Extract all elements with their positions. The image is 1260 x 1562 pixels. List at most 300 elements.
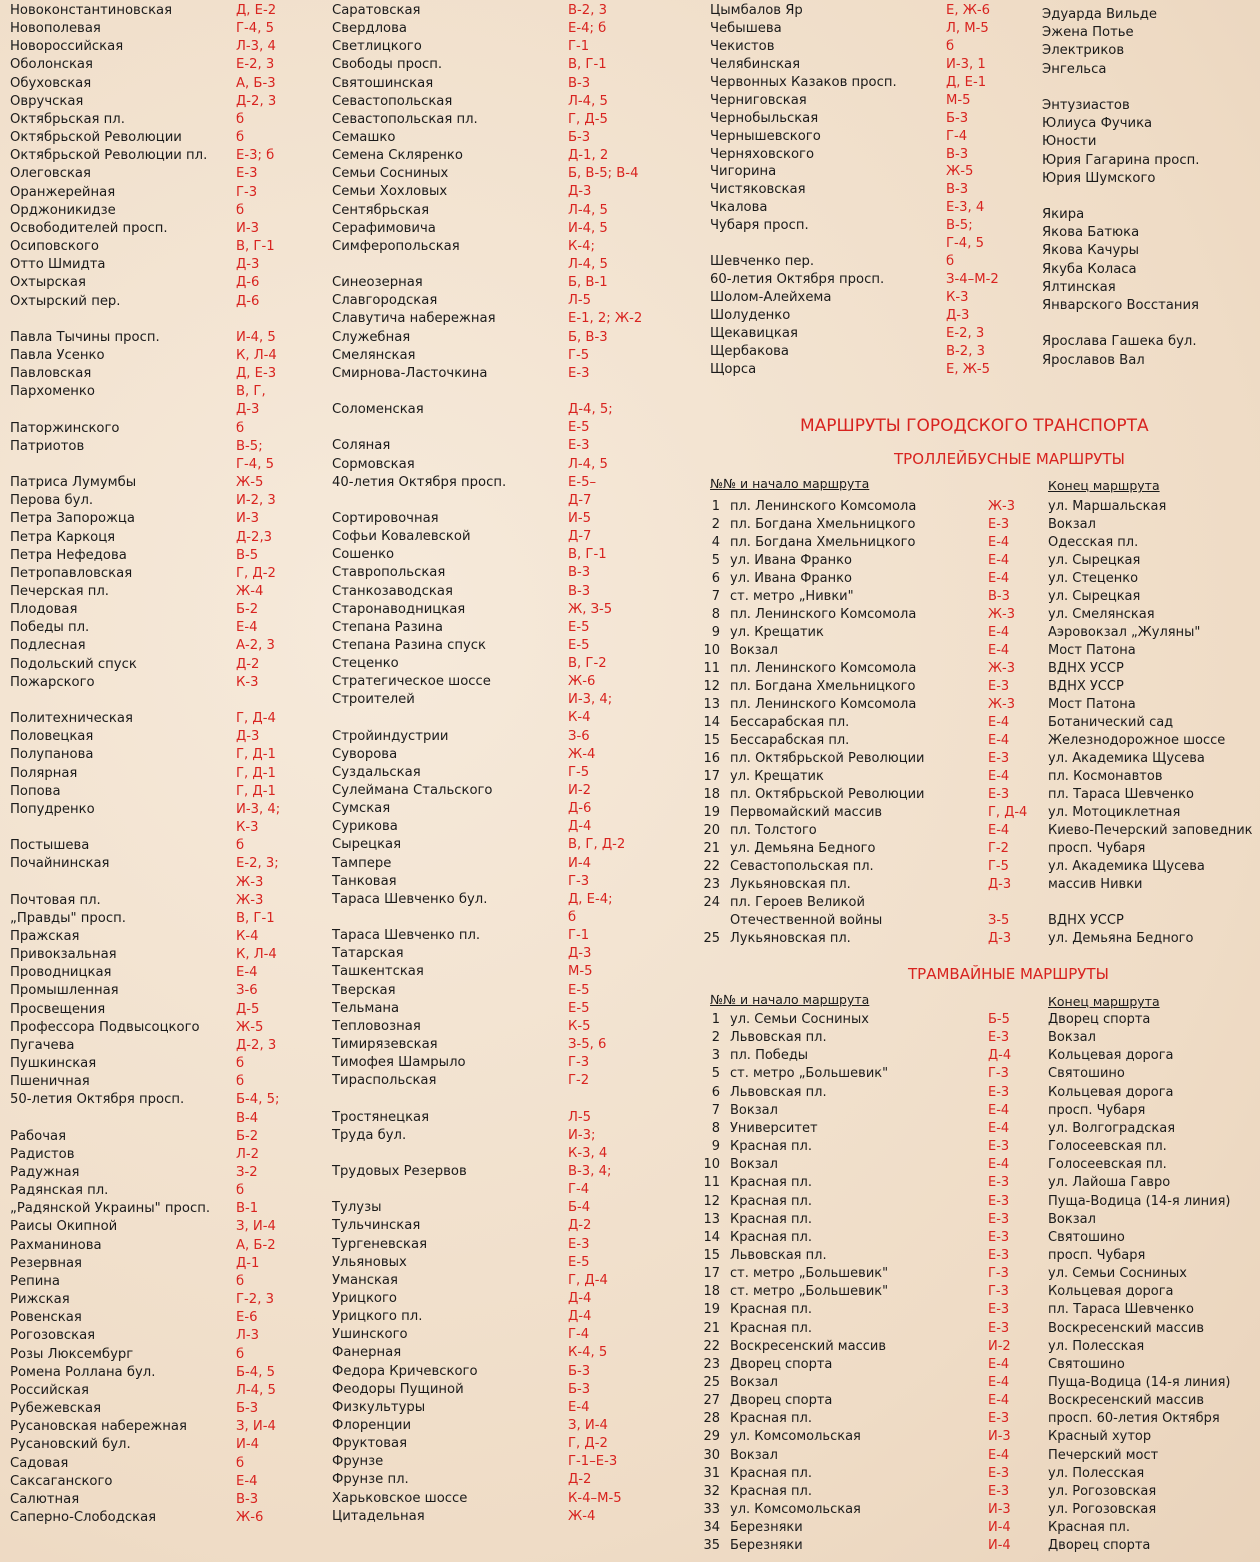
route-row bbox=[700, 1138, 1258, 1156]
street-name: Проводницкая bbox=[10, 965, 112, 981]
grid-reference: Л-4, 5 bbox=[568, 202, 608, 218]
grid-reference: б bbox=[236, 1183, 245, 1199]
street-index-entry bbox=[1042, 352, 1257, 370]
grid-reference: Е-3 bbox=[568, 438, 590, 454]
street-name: Розы Люксембург bbox=[10, 1346, 134, 1362]
grid-reference: Л-4, 5 bbox=[568, 256, 608, 272]
route-number: 5 bbox=[711, 1066, 720, 1082]
route-grid: Е-3 bbox=[988, 1483, 1010, 1499]
street-name: Январского Восстания bbox=[1042, 298, 1199, 313]
route-row bbox=[700, 750, 1258, 768]
street-name: 60-летия Октября просп. bbox=[710, 272, 885, 288]
street-index-entry bbox=[10, 129, 320, 147]
street-index-entry bbox=[10, 1037, 320, 1055]
grid-reference: Ж-6 bbox=[568, 674, 596, 690]
grid-reference: Д-6 bbox=[236, 293, 260, 309]
street-name: Новороссийская bbox=[10, 39, 124, 55]
route-row bbox=[700, 714, 1258, 732]
grid-reference: Б-3 bbox=[568, 1363, 591, 1379]
street-index-entry bbox=[710, 74, 1030, 92]
street-index-entry bbox=[332, 1090, 632, 1108]
street-index-entry bbox=[1042, 42, 1257, 60]
street-name: Стройиндустрии bbox=[332, 728, 449, 744]
street-index-entry bbox=[10, 1055, 320, 1073]
street-name: Шолуденко bbox=[710, 307, 791, 323]
street-name: Соломенская bbox=[332, 402, 424, 418]
grid-reference: В-5; bbox=[236, 438, 263, 454]
street-index-entry bbox=[332, 111, 632, 129]
route-end: Дворец спорта bbox=[1048, 1012, 1151, 1027]
route-number: 11 bbox=[703, 661, 720, 676]
grid-reference: М-5 bbox=[568, 964, 593, 980]
street-name: Рижская bbox=[10, 1292, 70, 1308]
street-index-entry bbox=[1042, 261, 1257, 279]
street-index-entry bbox=[10, 347, 320, 365]
route-number: 24 bbox=[703, 895, 720, 910]
route-grid: Е-3 bbox=[988, 1320, 1010, 1336]
route-grid: Е-3 bbox=[988, 1175, 1010, 1191]
route-end: Кольцевая дорога bbox=[1048, 1048, 1174, 1064]
street-name: „Правды" просп. bbox=[10, 910, 126, 926]
grid-reference: Е-3 bbox=[568, 1236, 590, 1252]
grid-reference: Л-3, 4 bbox=[236, 39, 276, 55]
street-name: Ярославов Вал bbox=[1042, 352, 1145, 368]
street-name: Старонаводницкая bbox=[332, 601, 466, 617]
grid-reference: В-5; bbox=[946, 218, 973, 234]
route-grid: Е-3 bbox=[988, 1465, 1010, 1481]
grid-reference: Б-3 bbox=[236, 1401, 259, 1417]
street-name: Тимирязевская bbox=[332, 1037, 438, 1053]
grid-reference: Е-2, 3 bbox=[236, 57, 275, 73]
street-index-entry bbox=[10, 56, 320, 74]
street-index-entry bbox=[10, 492, 320, 510]
route-grid: З-5 bbox=[988, 913, 1010, 928]
route-number: 21 bbox=[703, 841, 720, 856]
route-grid: Ж-3 bbox=[988, 697, 1015, 712]
grid-reference: Е-2, 3 bbox=[946, 325, 985, 341]
route-number: 21 bbox=[703, 1320, 720, 1336]
grid-reference: Д-2 bbox=[568, 1218, 592, 1234]
street-name: Софьи Ковалевской bbox=[332, 529, 471, 545]
street-name: Урицкого bbox=[332, 1290, 397, 1306]
street-index-entry bbox=[10, 93, 320, 111]
route-row bbox=[700, 552, 1258, 570]
route-end: Ботанический сад bbox=[1048, 715, 1174, 730]
route-end: ул. Академика Щусева bbox=[1048, 751, 1205, 766]
route-number: 23 bbox=[703, 877, 720, 892]
street-index-entry bbox=[10, 1291, 320, 1309]
grid-reference: Е-3, 4 bbox=[946, 200, 985, 216]
street-name: Павла Усенко bbox=[10, 347, 105, 363]
grid-reference: б bbox=[236, 420, 245, 436]
street-index-entry bbox=[332, 93, 632, 111]
grid-reference: К-3 bbox=[236, 674, 259, 690]
grid-reference: Д-7 bbox=[568, 492, 592, 508]
route-number: 10 bbox=[703, 643, 720, 658]
route-end: Мост Патона bbox=[1048, 643, 1136, 658]
street-index-entry bbox=[332, 1036, 632, 1054]
route-grid: Е-4 bbox=[988, 715, 1010, 730]
street-index-entry bbox=[332, 1217, 632, 1235]
street-name: Олеговская bbox=[10, 166, 91, 182]
grid-reference: Л-2 bbox=[236, 1146, 260, 1162]
route-number: 28 bbox=[703, 1411, 720, 1427]
street-index-entry bbox=[10, 1346, 320, 1364]
street-name: Тверская bbox=[332, 982, 396, 998]
route-row bbox=[700, 588, 1258, 606]
street-name: Отто Шмидта bbox=[10, 257, 106, 273]
route-end: ул. Смелянская bbox=[1048, 607, 1155, 622]
route-start: пл. Октябрьской Революции bbox=[730, 787, 925, 802]
grid-reference: б bbox=[236, 1056, 245, 1072]
grid-reference: Б-3 bbox=[568, 129, 591, 145]
street-name: „Радянской Украины" просп. bbox=[10, 1201, 211, 1217]
grid-reference: З-5, 6 bbox=[568, 1037, 607, 1053]
route-end: ул. Полесская bbox=[1048, 1338, 1145, 1354]
street-index-entry bbox=[332, 347, 632, 365]
street-index-entry bbox=[10, 474, 320, 492]
route-start: Дворец спорта bbox=[730, 1393, 833, 1409]
street-index-entry bbox=[332, 419, 632, 437]
street-name: Семьи Хохловых bbox=[332, 184, 448, 200]
street-name: Половецкая bbox=[10, 729, 94, 745]
street-name: Раисы Окипной bbox=[10, 1219, 118, 1235]
street-index-entry bbox=[332, 1326, 632, 1344]
route-start: пл. Ленинского Комсомола bbox=[730, 697, 917, 712]
street-index-entry bbox=[332, 437, 632, 455]
route-grid: Д-3 bbox=[988, 931, 1012, 946]
grid-reference: б bbox=[236, 1455, 245, 1471]
street-name: Петра Запорожца bbox=[10, 511, 135, 527]
street-name: Щорса bbox=[710, 361, 757, 377]
street-name: Новоконстантиновская bbox=[10, 3, 173, 18]
route-grid: Е-3 bbox=[988, 1247, 1010, 1263]
route-number: 29 bbox=[703, 1429, 720, 1445]
street-name: Челябинская bbox=[710, 56, 801, 72]
street-index-entry bbox=[10, 529, 320, 547]
route-end: ул. Рогозовская bbox=[1048, 1502, 1157, 1518]
street-index-entry bbox=[332, 510, 632, 528]
route-grid: Е-4 bbox=[988, 1120, 1010, 1136]
route-grid: Е-4 bbox=[988, 535, 1010, 550]
street-name: Сурикова bbox=[332, 819, 398, 835]
route-end: Дворец спорта bbox=[1048, 1538, 1151, 1554]
grid-reference: Б-3 bbox=[568, 1381, 591, 1397]
street-name: Пархоменко bbox=[10, 384, 95, 400]
routes-section bbox=[700, 410, 1258, 1560]
street-index-entry bbox=[10, 1473, 320, 1491]
route-grid: Е-4 bbox=[988, 1356, 1010, 1372]
route-row bbox=[700, 1320, 1258, 1338]
street-index-entry bbox=[332, 1417, 632, 1435]
street-name: Освободителей просп. bbox=[10, 220, 168, 236]
street-index-entry bbox=[1042, 315, 1257, 333]
street-name: Привокзальная bbox=[10, 947, 117, 963]
route-number: 18 bbox=[703, 1284, 720, 1300]
street-name: Суворова bbox=[332, 746, 398, 762]
route-end: ВДНХ УССР bbox=[1048, 661, 1124, 676]
street-name: Саперно-Слободская bbox=[10, 1509, 157, 1525]
route-start: пл. Богдана Хмельницкого bbox=[730, 517, 916, 532]
street-index-entry bbox=[10, 1418, 320, 1436]
route-grid: Е-4 bbox=[988, 571, 1010, 586]
street-index-entry bbox=[332, 147, 632, 165]
street-name: Тампере bbox=[332, 855, 392, 871]
street-name: Ульяновых bbox=[332, 1254, 407, 1270]
grid-reference: Г, Д-4 bbox=[568, 1272, 608, 1288]
street-index-entry bbox=[10, 401, 320, 419]
street-index-entry bbox=[10, 274, 320, 292]
route-grid: Е-4 bbox=[988, 1157, 1010, 1173]
route-grid: Е-4 bbox=[988, 625, 1010, 640]
street-index-entry bbox=[10, 1509, 320, 1527]
route-row bbox=[700, 1084, 1258, 1102]
grid-reference: б bbox=[236, 838, 245, 854]
street-name: Полярная bbox=[10, 765, 78, 781]
street-name: Черниговская bbox=[710, 92, 807, 108]
grid-reference: Г-5 bbox=[568, 764, 590, 780]
route-row bbox=[700, 732, 1258, 750]
street-index-entry bbox=[10, 202, 320, 220]
street-index-entry bbox=[10, 2, 320, 20]
route-number: 17 bbox=[703, 769, 720, 784]
street-name: Фрунзе bbox=[332, 1454, 384, 1470]
street-name: Ярослава Гашека бул. bbox=[1042, 334, 1197, 350]
street-name: Феодоры Пущиной bbox=[332, 1381, 464, 1397]
route-start: Красная пл. bbox=[730, 1320, 812, 1336]
grid-reference: Г, Д-4 bbox=[236, 711, 276, 727]
street-name: Победы пл. bbox=[10, 620, 90, 636]
grid-reference: Г-4 bbox=[568, 1327, 590, 1343]
grid-reference: В, Г-1 bbox=[236, 239, 275, 255]
route-grid: И-4 bbox=[988, 1538, 1011, 1554]
street-index-entry bbox=[332, 746, 632, 764]
route-grid: Е-4 bbox=[988, 1447, 1010, 1463]
street-name: Сентябрьская bbox=[332, 202, 430, 218]
grid-reference: Е-5 bbox=[568, 619, 590, 635]
street-index-entry bbox=[332, 474, 632, 492]
street-index-entry bbox=[332, 365, 632, 383]
grid-reference: Г-5 bbox=[568, 347, 590, 363]
grid-reference: Д-7 bbox=[568, 529, 592, 545]
route-start: ст. метро „Большевик" bbox=[730, 1066, 889, 1082]
street-index-entry bbox=[10, 837, 320, 855]
street-index-entry bbox=[10, 1091, 320, 1109]
route-end: Вокзал bbox=[1048, 1211, 1096, 1227]
route-start: ул. Ивана Франко bbox=[730, 571, 852, 586]
street-name: Серафимовича bbox=[332, 220, 436, 236]
route-row bbox=[700, 1356, 1258, 1374]
grid-reference: Е-2, 3; bbox=[236, 856, 279, 872]
street-name: Урицкого пл. bbox=[332, 1309, 423, 1325]
street-index-entry bbox=[332, 292, 632, 310]
street-index-entry bbox=[10, 1309, 320, 1327]
street-name: Политехническая bbox=[10, 711, 133, 727]
route-start: Красная пл. bbox=[730, 1483, 812, 1499]
street-index-entry bbox=[332, 274, 632, 292]
street-index-entry bbox=[332, 782, 632, 800]
street-name: Овручская bbox=[10, 93, 84, 109]
route-start: Красная пл. bbox=[730, 1411, 812, 1427]
grid-reference: Д-3 bbox=[236, 257, 260, 273]
grid-reference: Г-3 bbox=[568, 1055, 590, 1071]
street-name: Шевченко пер. bbox=[710, 254, 815, 270]
street-index-entry bbox=[10, 1218, 320, 1236]
street-name: Юности bbox=[1042, 134, 1097, 150]
street-name: Тульчинская bbox=[332, 1218, 421, 1234]
street-index-entry bbox=[332, 1363, 632, 1381]
street-index-entry bbox=[332, 891, 632, 909]
grid-reference: Ж, З-5 bbox=[568, 601, 613, 617]
route-end: ул. Лайоша Гавро bbox=[1048, 1175, 1171, 1191]
route-grid: Г-3 bbox=[988, 1284, 1009, 1300]
route-start: Лукьяновская пл. bbox=[730, 877, 851, 892]
route-grid: Е-3 bbox=[988, 1411, 1010, 1427]
grid-reference: Е-5 bbox=[568, 1000, 590, 1016]
street-name: Служебная bbox=[332, 329, 411, 345]
route-grid: Ж-3 bbox=[988, 607, 1015, 622]
grid-reference: Д-4 bbox=[568, 1309, 592, 1325]
route-row bbox=[700, 1283, 1258, 1301]
grid-reference: Б-4, 5 bbox=[236, 1364, 275, 1380]
route-start: ул. Демьяна Бедного bbox=[730, 841, 876, 856]
route-end: просп. Чубаря bbox=[1048, 1102, 1146, 1118]
street-index-entry bbox=[1042, 24, 1257, 42]
route-grid: Е-3 bbox=[988, 679, 1010, 694]
route-grid: Е-4 bbox=[988, 823, 1010, 838]
route-number: 27 bbox=[703, 1393, 720, 1409]
street-index-entry bbox=[10, 801, 320, 819]
grid-reference: Д-3 bbox=[236, 729, 260, 745]
street-index-entry bbox=[332, 637, 632, 655]
street-index-entry bbox=[10, 601, 320, 619]
street-index-entry bbox=[10, 1273, 320, 1291]
street-name: Тимофея Шамрыло bbox=[332, 1055, 466, 1071]
street-index-entry bbox=[332, 1453, 632, 1471]
street-index-entry bbox=[10, 637, 320, 655]
street-name: Чекистов bbox=[710, 38, 775, 54]
street-index-entry bbox=[10, 184, 320, 202]
route-end: пл. Тараса Шевченко bbox=[1048, 1302, 1194, 1318]
street-index-entry bbox=[332, 1236, 632, 1254]
street-index-entry bbox=[332, 1145, 632, 1163]
grid-reference: б bbox=[236, 1074, 245, 1090]
grid-reference: И-3, 4; bbox=[236, 801, 281, 817]
route-end: Вокзал bbox=[1048, 517, 1096, 532]
street-name: Павла Тычины просп. bbox=[10, 329, 160, 345]
trolley-head-end: Конец маршрута bbox=[1048, 478, 1160, 493]
street-index-column-2 bbox=[332, 2, 643, 1526]
street-name: Русановский бул. bbox=[10, 1437, 131, 1453]
grid-reference: Д-2 bbox=[568, 1472, 592, 1488]
route-start: Красная пл. bbox=[730, 1302, 812, 1318]
route-number: 9 bbox=[711, 625, 720, 640]
grid-reference: Б, В-5; В-4 bbox=[568, 166, 639, 182]
street-index-entry bbox=[1042, 188, 1257, 206]
grid-reference: Е-5 bbox=[568, 420, 590, 436]
street-name: Охтырский пер. bbox=[10, 293, 121, 309]
grid-reference: М-5 bbox=[946, 92, 971, 108]
street-name: Фанерная bbox=[332, 1345, 402, 1361]
route-grid: Д-4 bbox=[988, 1048, 1012, 1064]
street-index-entry bbox=[332, 1471, 632, 1489]
grid-reference: А, Б-2 bbox=[236, 1237, 276, 1253]
route-start: Вокзал bbox=[730, 1375, 778, 1390]
street-name: Петра Каркоця bbox=[10, 529, 116, 545]
grid-reference: б bbox=[236, 111, 245, 127]
street-name: Рабочая bbox=[10, 1128, 67, 1144]
route-end: Воскресенский массив bbox=[1048, 1320, 1204, 1336]
grid-reference: Б-4 bbox=[568, 1200, 591, 1216]
route-end: Красная пл. bbox=[1048, 1520, 1130, 1536]
street-index-entry bbox=[332, 401, 632, 419]
street-index-entry bbox=[710, 235, 1030, 253]
grid-reference: В-3 bbox=[236, 1491, 259, 1507]
street-name: Петропавловская bbox=[10, 565, 133, 581]
street-index-entry bbox=[10, 1001, 320, 1019]
street-name: Сырецкая bbox=[332, 837, 402, 853]
street-index-entry bbox=[1042, 170, 1257, 188]
street-name: Фрунзе пл. bbox=[332, 1472, 409, 1488]
street-index-entry bbox=[332, 383, 632, 401]
street-index-entry bbox=[332, 329, 632, 347]
route-number: 32 bbox=[703, 1483, 720, 1499]
route-end: ул. Мотоциклетная bbox=[1048, 805, 1181, 820]
route-grid: И-2 bbox=[988, 1338, 1011, 1354]
grid-reference: Б-2 bbox=[236, 602, 259, 618]
route-number: 13 bbox=[703, 697, 720, 712]
route-start: Лукьяновская пл. bbox=[730, 931, 851, 946]
street-name: Севастопольская пл. bbox=[332, 111, 478, 127]
route-row bbox=[700, 804, 1258, 822]
street-index-entry bbox=[710, 217, 1030, 235]
route-row bbox=[700, 678, 1258, 696]
route-grid: Е-4 bbox=[988, 1102, 1010, 1118]
street-index-entry bbox=[10, 147, 320, 165]
street-name: Октябрьской Революции bbox=[10, 130, 182, 146]
street-name: Свердлова bbox=[332, 21, 407, 37]
grid-reference: Л-5 bbox=[568, 1109, 592, 1125]
street-index-entry bbox=[332, 2, 632, 20]
street-index-entry bbox=[710, 361, 1030, 379]
grid-reference: б bbox=[236, 1273, 245, 1289]
street-name: Станкозаводская bbox=[332, 583, 453, 599]
route-row bbox=[700, 1483, 1258, 1501]
street-index-entry bbox=[10, 383, 320, 401]
street-index-entry bbox=[10, 1364, 320, 1382]
street-index-entry bbox=[10, 946, 320, 964]
street-name: Орджоникидзе bbox=[10, 202, 116, 218]
grid-reference: Д-2, 3 bbox=[236, 93, 277, 109]
street-index-entry bbox=[332, 909, 632, 927]
street-name: Эжена Потье bbox=[1042, 25, 1134, 41]
grid-reference: Д-4 bbox=[568, 819, 592, 835]
street-name: Симферопольская bbox=[332, 238, 460, 254]
route-number: 6 bbox=[711, 571, 720, 586]
route-row bbox=[700, 1247, 1258, 1265]
street-name: Татарская bbox=[332, 946, 404, 962]
route-start: пл. Победы bbox=[730, 1048, 809, 1064]
street-index-entry bbox=[10, 765, 320, 783]
route-start: ул. Комсомольская bbox=[730, 1502, 861, 1518]
street-name: Черняховского bbox=[710, 146, 815, 162]
route-end: ул. Сырецкая bbox=[1048, 553, 1141, 568]
route-row bbox=[700, 606, 1258, 624]
route-number: 8 bbox=[711, 607, 720, 622]
street-name: Саксаганского bbox=[10, 1473, 113, 1489]
route-end: Железнодорожное шоссе bbox=[1048, 733, 1226, 748]
grid-reference: Д-1 bbox=[236, 1255, 260, 1271]
